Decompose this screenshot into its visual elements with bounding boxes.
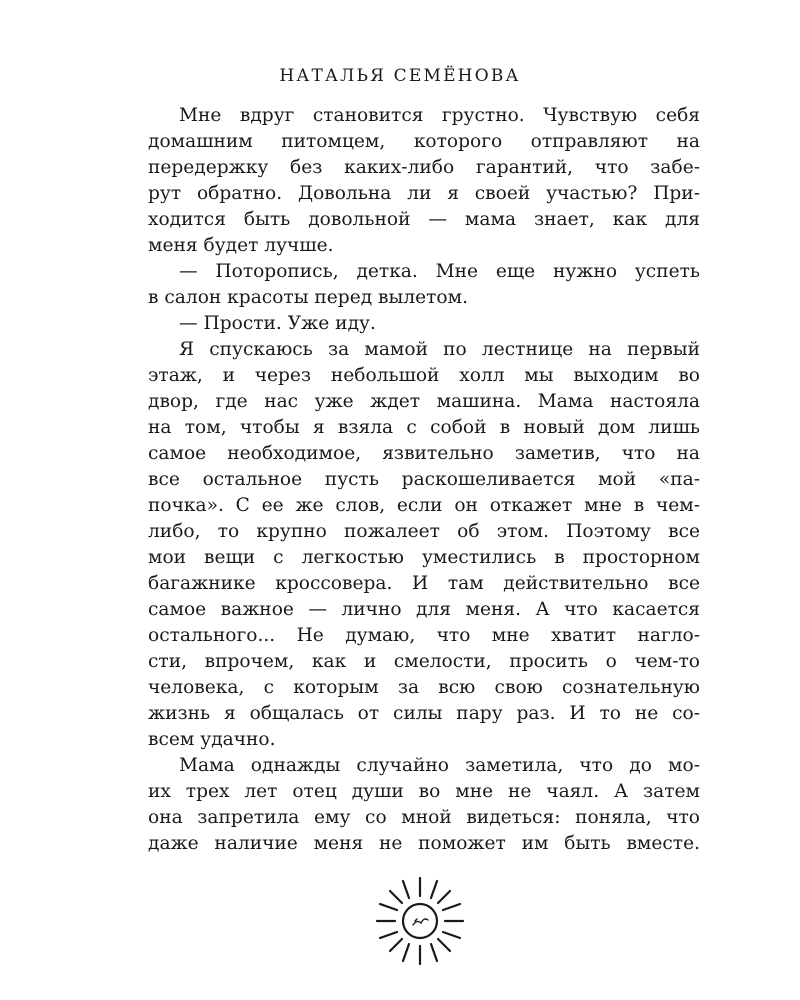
text-line: рут обратно. Довольна ли я своей участью? При- [148,183,700,204]
text-line: человека, с которым за всю свою сознательную [148,677,700,698]
text-line: сти, впрочем, как и смелости, просить о чем-то [148,651,700,672]
text-line: на том, чтобы я взяла с собой в новый дом лишь [148,417,700,438]
body-text [148,103,700,857]
text-line: — Прости. Уже иду. [179,313,376,334]
text-line: этаж, и через небольшой холл мы выходим во [148,365,700,386]
text-line: жизнь я общалась от силы пару раз. И то не со- [148,703,700,724]
text-line: передержку без каких-либо гарантий, что забе- [148,157,700,178]
text-line: мои вещи с легкостью уместились в просторном [148,547,700,568]
text-line: Мне вдруг становится грустно. Чувствую себя [179,105,700,126]
text-line: их трех лет отец души во мне не чаял. А затем [148,781,700,802]
text-line: в салон красоты перед вылетом. [148,287,468,308]
text-line: меня будет лучше. [148,235,334,256]
text-line: Я спускаюсь за мамой по лестнице на первый [179,339,700,360]
text-line: самое необходимое, язвительно заметив, что на [148,443,700,464]
text-line: всем удачно. [148,729,276,750]
text-line: Мама однажды случайно заметила, что до мо- [179,755,700,776]
text-line: почка». С ее же слов, если он откажет мне в чем- [148,495,700,516]
text-line: остального... Не думаю, что мне хватит нагло- [148,625,700,646]
text-line: самое важное — лично для меня. А что касается [148,599,700,620]
text-line: она запретила ему со мной видеться: поняла, что [148,807,700,828]
text-line: либо, то крупно пожалеет об этом. Поэтому все [148,521,700,542]
text-line: двор, где нас уже ждет машина. Мама настояла [148,391,700,412]
running-head: НАТАЛЬЯ СЕМЁНОВА [279,66,521,86]
text-line: даже наличие меня не поможет им быть вместе. [148,833,700,854]
text-line: — Поторопись, детка. Мне еще нужно успеть [179,261,700,282]
text-line: ходится быть довольной — мама знает, как для [148,209,700,230]
text-line: домашним питомцем, которого отправляют на [148,131,700,152]
text-line: все остальное пусть раскошеливается мой «па- [148,469,700,490]
text-line: багажнике кроссовера. И там действительно все [148,573,700,594]
sun-ornament-icon [373,874,467,968]
